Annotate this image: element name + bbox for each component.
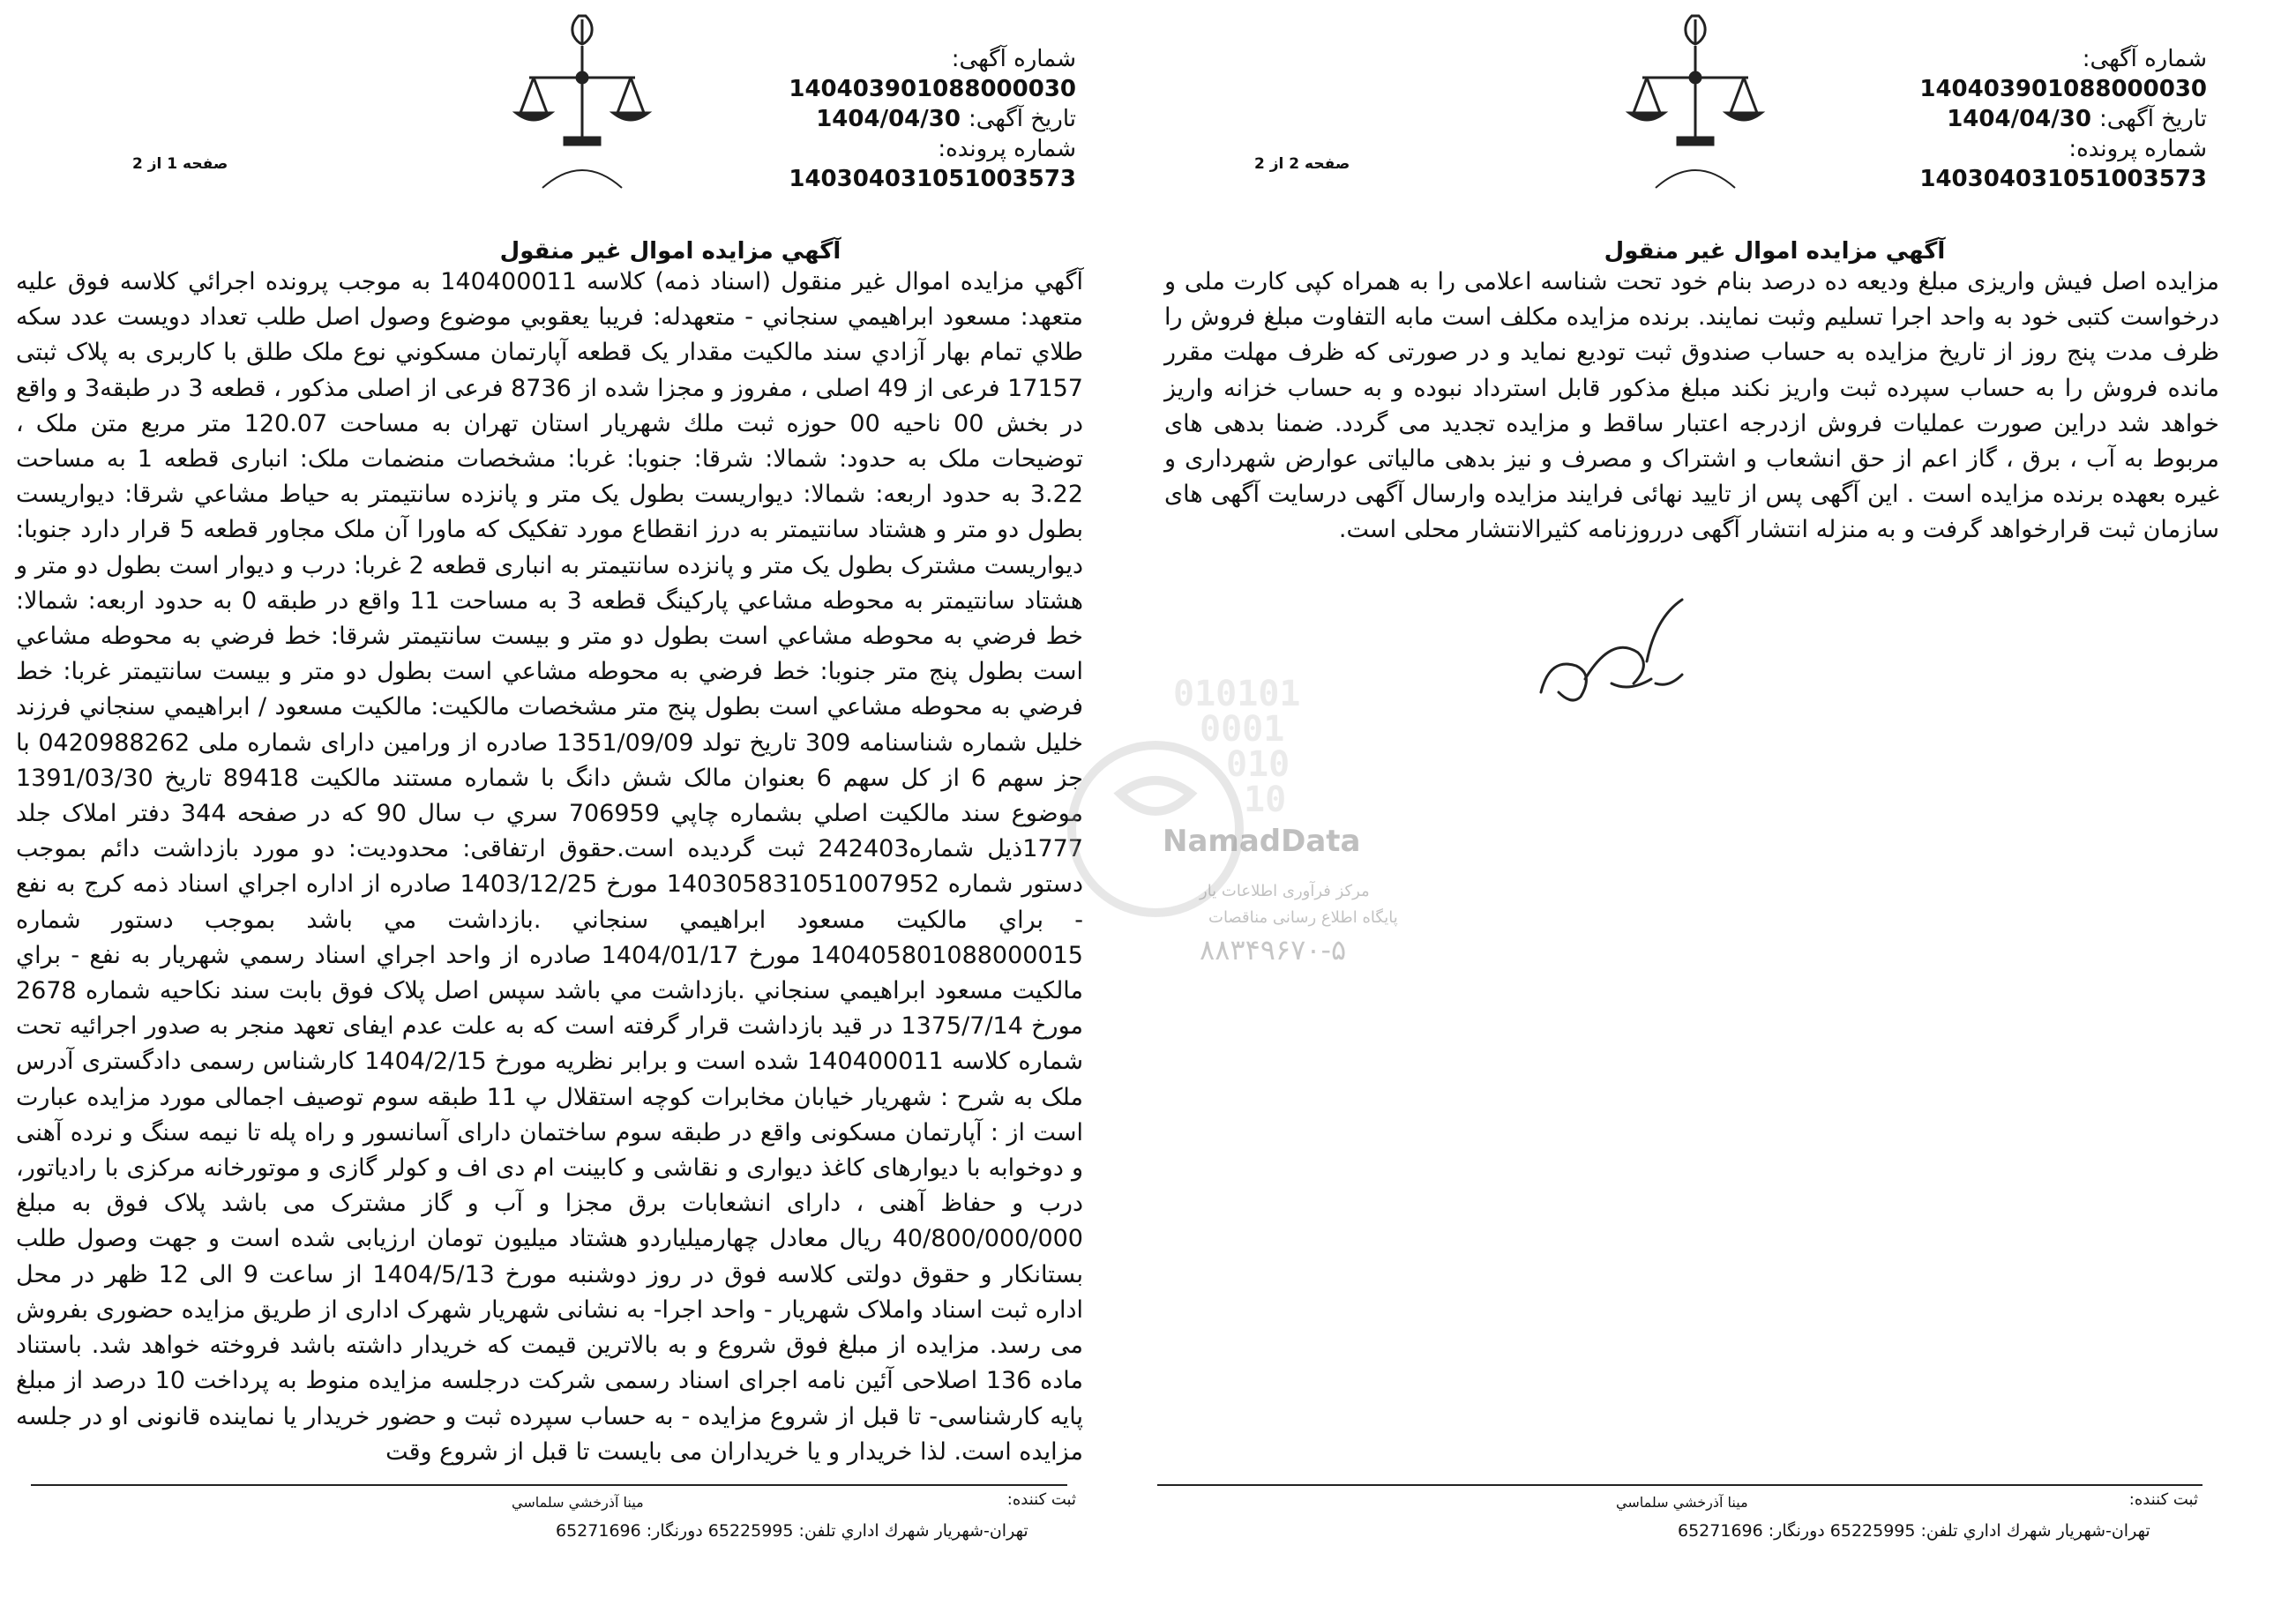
judiciary-emblem-icon [1607, 7, 1784, 201]
svg-text:0001: 0001 [1200, 709, 1285, 750]
notice-number: 140403901088000030 [789, 76, 1076, 102]
page-number: صفحه 2 از 2 [1254, 155, 1350, 173]
watermark-phone: ۸۸۳۴۹۶۷۰-۵ [1200, 933, 1347, 967]
svg-text:10: 10 [1244, 780, 1287, 820]
signature-icon [1523, 595, 1709, 719]
svg-text:010: 010 [1226, 744, 1290, 785]
notice-body: آگهي مزايده اموال غير منقول (اسناد ذمه) کلاسه 140400011 به موجب پرونده اجرائي کلاسه فوق عليه متعهد: مسعود ابراهيمي سنجاني - متعهدله: فريبا يعقوبي موضوع وصول اصل طلب تعداد دويست عدد سکه طلاي تمام بهار آزادي سند مالکيت مقدار يک قطعه آپارتمان مسکوني نوع ملک طلق با کاربری به پلاک ثبتی 17157 فرعی از 49 اصلی ، مفروز و مجزا شده از 8736 فرعی از اصلی مذکور ، قطعه 3 در طبقه3 و واقع در بخش 00 ناحیه 00 حوزه ثبت ملك شهريار استان تهران به مساحت 120.07 متر مربع متن ملک ، توضیحات ملک به حدود: شمالا: شرقا: جنوبا: غربا: مشخصات منضمات ملک: انباری قطعه 1 به مساحت 3.22 به حدود اربعه: شمالا: دیواریست بطول یک متر و پانزده سانتیمتر به حیاط مشاعي شرقا: دیواریست بطول دو متر و هشتاد سانتیمتر به درز انقطاع مورد تفکیک که ماورا آن ملک مجاور قطعه 5 قرار دارد جنوبا: دیواریست مشترک بطول یک متر و پانزده سانتیمتر به انباری قطعه 2 غربا: درب و دیوار است بطول دو متر و هشتاد سانتیمتر به محوطه مشاعي پارکینگ قطعه 3 به مساحت 11 واقع در طبقه 0 به حدود اربعه: شمالا: خط فرضي به محوطه مشاعي است بطول دو متر و بیست سانتیمتر شرقا: خط فرضي به محوطه مشاعي است بطول پنج متر جنوبا: خط فرضي به محوطه مشاعي است بطول دو متر و بیست سانتیمتر غربا: خط فرضي به محوطه مشاعي است بطول پنج متر مشخصات مالکیت: مالکیت مسعود / ابراهيمي سنجاني فرزند خليل شماره شناسنامه 309 تاريخ تولد 1351/09/09 صادره از ورامين دارای شماره ملی 0420988262 با جز سهم 6 از کل سهم 6 بعنوان مالک شش دانگ با شماره مستند مالکيت 89418 تاريخ 1391/03/30 موضوع سند مالکيت اصلي بشماره چاپي 706959 سري ب سال 90 که در صفحه 344 دفتر املاک جلد 1777ذيل شماره242403 ثبت گرديده است.حقوق ارتفاقی: محدودیت: دو مورد بازداشت دائم بموجب دستور شماره 140305831051007952 مورخ 1403/12/25 صادره از اداره اجراي اسناد ذمه کرج به نفع - براي مالکيت مسعود ابراهيمي سنجاني .بازداشت مي باشد بموجب دستور شماره 140405801088000015 مورخ 1404/01/17 صادره از واحد اجراي اسناد رسمي شهريار به نفع - براي مالکيت مسعود ابراهيمي سنجاني .بازداشت مي باشد سپس اصل پلاک فوق بابت سند نکاحیه شماره 2678 مورخ 1375/7/14 در قيد بازداشت قرار گرفته است که به علت عدم ایفای تعهد منجر به صدور اجرائيه تحت شماره کلاسه 140400011 شده است و برابر نظريه مورخ 1404/2/15 کارشناس رسمی دادگستری آدرس ملک به شرح : شهريار خیابان مخابرات کوچه استقلال پ 11 طبقه سوم توصیف اجمالی مورد مزايده عبارت است از : آپارتمان مسکونی واقع در طبقه سوم ساختمان دارای آسانسور و راه پله تا نیمه سنگ و نرده آهنی و دوخوابه با دیوارهای کاغذ دیواری و نقاشی و کابینت ام دی اف و کولر گازی و موتورخانه مرکزی با رادیاتور، درب و حفاظ آهنی ، دارای انشعابات برق مجزا و آب و گاز مشترک می باشد پلاک فوق به مبلغ 40/800/000/000 ریال معادل چهارمیلیاردو هشتاد میلیون تومان ارزیابی شده است و جهت وصول طلب بستانکار و حقوق دولتی کلاسه فوق در روز دوشنبه مورخ 1404/5/13 از ساعت 9 الی 12 ظهر در محل اداره ثبت اسناد واملاک شهریار - واحد اجرا- به نشانی شهريار شهرک اداری از طریق مزایده حضوری بفروش می رسد. مزايده از مبلغ فوق شروع و به بالاترین قیمت که خریدار داشته باشد فروخته خواهد شد. باستناد ماده 136 اصلاحی آئین نامه اجرای اسناد رسمی شرکت درجلسه مزایده منوط به پرداخت 10 درصد از مبلغ پایه کارشناسی- تا قبل از شروع مزایده - به حساب سپرده ثبت و حضور خریدار یا نماینده قانونی او در جلسه مزایده است. لذا خریدار و یا خریداران می بایست تا قبل از شروع وقت [16, 268, 1084, 1466]
notice-meta [706, 44, 1076, 194]
notice-number-label: شماره آگهی: [2082, 46, 2207, 72]
registrar-label: ثبت کننده: [2128, 1490, 2198, 1509]
notice-date-label: تاریخ آگهی: [2098, 106, 2207, 132]
case-number: 140304031051003573 [1919, 166, 2207, 192]
office-contact: تهران-شهريار شهرك اداري تلفن: 65225995 دورنگار: 65271696 [556, 1521, 1028, 1541]
case-number-label: شماره پرونده: [938, 136, 1076, 162]
judiciary-emblem-icon [494, 7, 670, 201]
page-number: صفحه 1 از 2 [132, 155, 228, 173]
notice-body: مزایده اصل فیش واریزی مبلغ ودیعه ده درصد بنام خود تحت شناسه اعلامی را به همراه کپی کارت ملی و درخواست کتبی خود به واحد اجرا تسلیم وثبت نمایند. برنده مزايده مکلف است مابه التفاوت مبلغ فروش را ظرف مدت پنج روز از تاریخ مزایده به حساب صندوق ثبت تودیع نماید و در صورتی که ظرف مهلت مقرر مانده فروش را به حساب سپرده ثبت واریز نکند مبلغ مذکور قابل استرداد نبوده و به حساب خزانه واریز خواهد شد دراین صورت عملیات فروش ازدرجه اعتبار ساقط و مزايده تجدید می گردد. ضمنا بدهی های مربوط به آب ، برق ، گاز اعم از حق انشعاب و اشتراک و مصرف و نیز بدهی مالیاتی عوارض شهرداری و غیره بعهده برنده مزايده است . این آگهی پس از تایید نهائی فرایند مزايده وارسال آگهی درسایت آگهی های سازمان ثبت قرارخواهد گرفت و به منزله انتشار آگهی درروزنامه کثیرالانتشار محلی است. [1164, 268, 2219, 544]
office-contact: تهران-شهريار شهرك اداري تلفن: 65225995 دورنگار: 65271696 [1678, 1521, 2150, 1541]
case-number: 140304031051003573 [789, 166, 1076, 192]
notice-number-label: شماره آگهی: [951, 46, 1076, 72]
svg-text:010101: 010101 [1173, 674, 1301, 714]
footer-divider [1157, 1484, 2203, 1486]
notice-title: آگهي مزايده اموال غير منقول [499, 238, 841, 265]
watermark-brand: NamadData [1163, 824, 1361, 859]
footer-divider [31, 1484, 1067, 1486]
notice-meta [1792, 44, 2207, 194]
notice-title: آگهي مزايده اموال غير منقول [1604, 238, 1946, 265]
notice-date-label: تاریخ آگهی: [968, 106, 1076, 132]
notice-date: 1404/04/30 [816, 106, 961, 132]
case-number-label: شماره پرونده: [2068, 136, 2207, 162]
notice-number: 140403901088000030 [1919, 76, 2207, 102]
watermark-line-1: مرکز فرآوری اطلاعات یار [1200, 882, 1370, 900]
registrar-name: مينا آذرخشي سلماسي [512, 1494, 644, 1511]
registrar-label: ثبت کننده: [1006, 1490, 1076, 1509]
watermark-logo-icon [1050, 653, 1332, 979]
watermark-line-2: پایگاه اطلاع رسانی مناقصات [1208, 908, 1398, 927]
notice-date: 1404/04/30 [1947, 106, 2091, 132]
registrar-name: مينا آذرخشي سلماسي [1616, 1494, 1748, 1511]
